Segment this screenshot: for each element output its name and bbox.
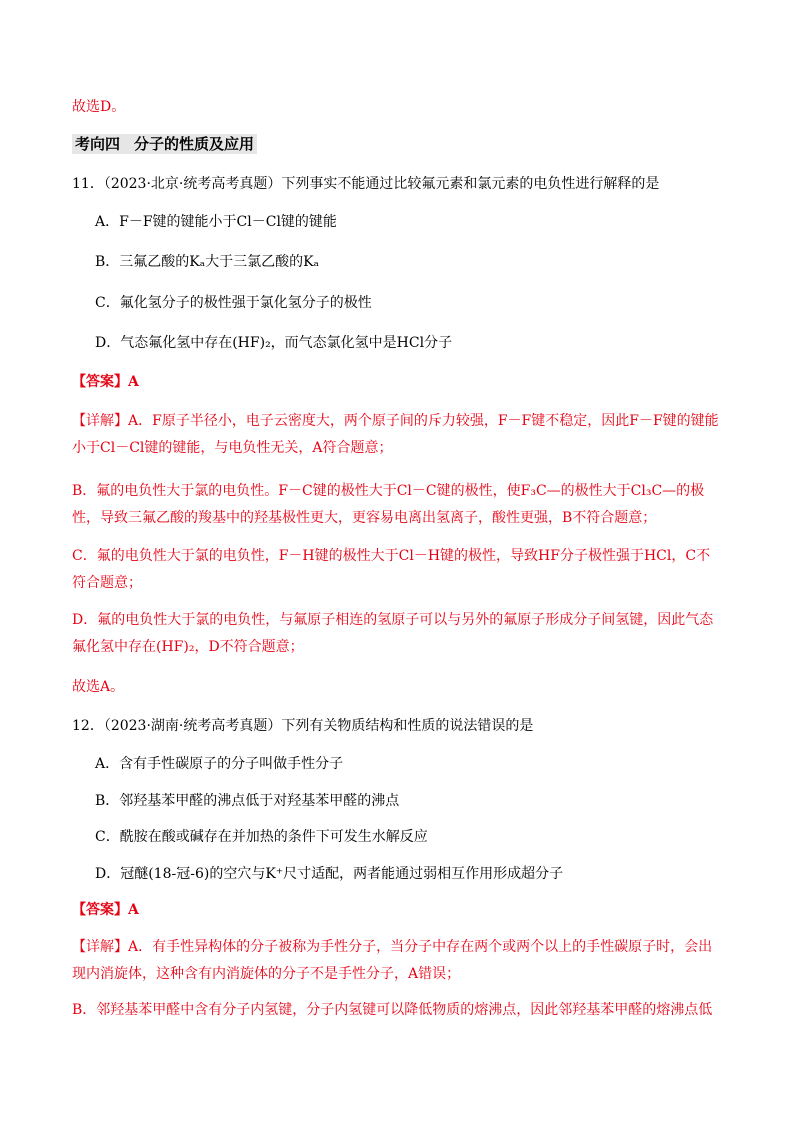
q11-detail-line: B．氟的电负性大于氯的电负性。F－C键的极性大于Cl－C键的极性，使F₃C—的极性大于Cl₃C—的极 [72,483,705,499]
q12-option-c: C．酰胺在酸或碱存在并加热的条件下可发生水解反应 [95,829,428,845]
q11-option-c: C．氟化氢分子的极性强于氯化氢分子的极性 [95,295,372,311]
q12-detail-line: 现内消旋体，这种含有内消旋体的分子不是手性分子，A错误； [72,966,461,982]
q12-option-d: D．冠醚(18-冠-6)的空穴与K⁺尺寸适配，两者能通过弱相互作用形成超分子 [95,866,564,882]
section-heading-title: 分子的性质及应用 [134,135,255,153]
section-heading [72,134,257,154]
q11-detail-line: 符合题意； [72,575,142,591]
q11-option-d: D．气态氟化氢中存在(HF)₂，而气态氯化氢中是HCl分子 [95,335,453,351]
q11-detail-line: D．氟的电负性大于氯的电负性，与氟原子相连的氢原子可以与另外的氟原子形成分子间氢键，因此气态 [72,612,714,628]
previous-conclusion: 故选D。 [72,99,126,115]
q12-option-a: A．含有手性碳原子的分子叫做手性分子 [95,756,344,772]
q12-detail-line: 【详解】A．有手性异构体的分子被称为手性分子，当分子中存在两个或两个以上的手性碳原子时，会出 [72,939,713,955]
q12-answer: 【答案】A [72,902,139,918]
q11-detail-line: 性，导致三氟乙酸的羧基中的羟基极性更大，更容易电离出氢离子，酸性更强，B不符合题意； [72,510,657,526]
section-heading-label: 考向四 [75,135,121,153]
q11-detail-line: 小于Cl－Cl键的键能，与电负性无关，A符合题意； [72,440,393,456]
q12-detail-line: B．邻羟基苯甲醛中含有分子内氢键，分子内氢键可以降低物质的熔沸点，因此邻羟基苯甲醛的熔沸点低 [72,1002,713,1018]
q11-detail-line: 氟化氢中存在(HF)₂，D不符合题意； [72,639,304,655]
q11-option-b: B．三氟乙酸的Kₐ大于三氯乙酸的Kₐ [95,254,320,270]
q11-detail-line: C．氟的电负性大于氯的电负性，F－H键的极性大于Cl－H键的极性，导致HF分子极性强于HCl，C不 [72,548,711,564]
q11-conclusion: 故选A。 [72,679,125,695]
q11-stem: 11．（2023·北京·统考高考真题）下列事实不能通过比较氟元素和氯元素的电负性进行解释的是 [72,176,660,192]
q11-detail-line: 【详解】A．F原子半径小，电子云密度大，两个原子间的斥力较强，F－F键不稳定，因此F－F键的键能 [72,413,719,429]
q12-stem: 12．（2023·湖南·统考高考真题）下列有关物质结构和性质的说法错误的是 [72,718,534,734]
q12-option-b: B．邻羟基苯甲醛的沸点低于对羟基苯甲醛的沸点 [95,793,400,809]
q11-answer: 【答案】A [72,374,139,390]
q11-option-a: A．F－F键的键能小于Cl－Cl键的键能 [95,214,337,230]
